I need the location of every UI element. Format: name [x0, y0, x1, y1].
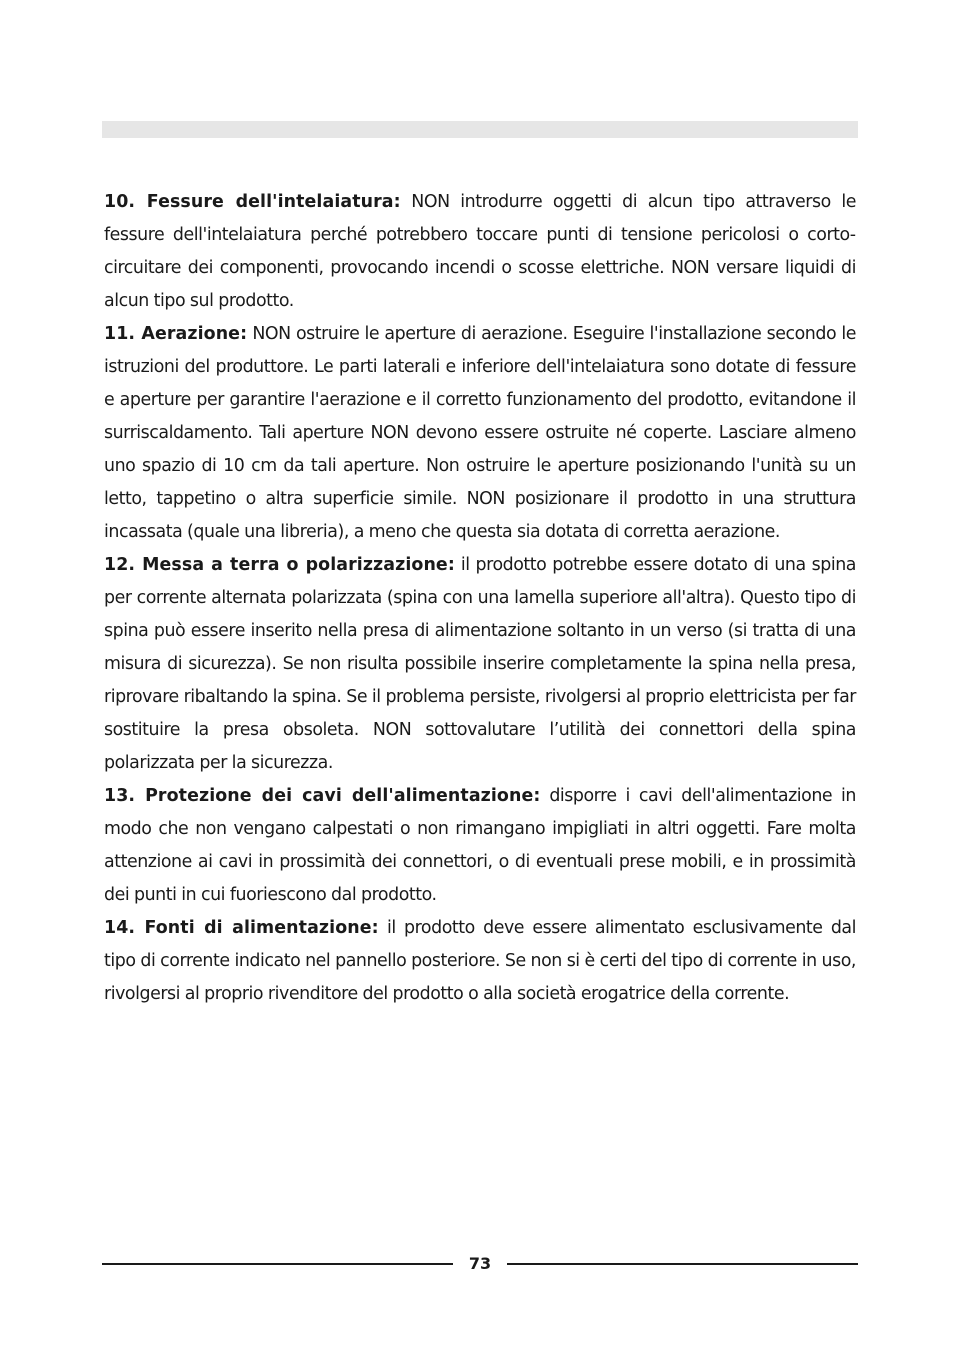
section-text: il prodotto potrebbe essere dotato di una spina per corrente alternata polarizzata (spina con una lamella superiore all'altra). Questo tipo di spina può essere inserito nella presa di alimentazione soltanto in un verso (si tratta di una misura di sicurezza). Se non risulta possibile inserire completamente la spina nella presa, riprovare ribaltando la spina. Se il problema persiste, rivolgersi al proprio elettricista per far sostituire la presa obsoleta. NON sottovalutare l’utilità dei connettori della spina polarizzata per la sicurezza. [104, 555, 857, 773]
section-heading: 13. Protezione dei cavi dell'alimentazione: [104, 786, 541, 806]
page-footer [102, 1250, 858, 1278]
header-bar [102, 121, 858, 138]
section-protezione-cavi [104, 780, 856, 912]
footer-rule-left [102, 1263, 453, 1265]
section-fonti-alimentazione [104, 912, 856, 1011]
section-text: NON ostruire le aperture di aerazione. Eseguire l'installazione secondo le istruzioni del produttore. Le parti laterali e inferiore dell'intelaiatura sono dotate di fessure e aperture per garantire l'aerazione e il corretto funzionamento del prodotto, evitandone il surriscaldamento. Tali aperture NON devono essere ostruite né coperte. Lasciare almeno uno spazio di 10 cm da tali aperture. Non ostruire le aperture posizionando l'unità su un letto, tappetino o altra superficie simile. NON posizionare il prodotto in una struttura incassata (quale una libreria), a meno che questa sia dotata di corretta aerazione. [104, 324, 857, 542]
section-aerazione [104, 318, 856, 549]
section-heading: 12. Messa a terra o polarizzazione: [104, 555, 455, 575]
section-heading: 14. Fonti di alimentazione: [104, 918, 379, 938]
section-messa-a-terra [104, 549, 856, 780]
section-heading: 11. Aerazione: [104, 324, 248, 344]
section-text: disporre i cavi dell'alimentazione in modo che non vengano calpestati o non rimangano impigliati in altri oggetti. Fare molta attenzione ai cavi in prossimità dei connettori, o di eventuali prese mobili, e in prossimità dei punti in cui fuoriescono dal prodotto. [104, 786, 857, 905]
section-text: il prodotto deve essere alimentato esclusivamente dal tipo di corrente indicato nel pannello posteriore. Se non si è certi del tipo di corrente in uso, rivolgersi al proprio rivenditore del prodotto o alla società erogatrice della corrente. [104, 918, 856, 1004]
section-heading: 10. Fessure dell'intelaiatura: [104, 192, 401, 212]
footer-rule-right [507, 1263, 858, 1265]
page-number: 73 [468, 1254, 492, 1273]
section-text: NON introdurre oggetti di alcun tipo attraverso le fessure dell'intelaiatura perché potrebbero toccare punti di tensione pericolosi o cortocircuitare dei componenti, provocando incendi o scosse elettriche. NON versare liquidi di alcun tipo sul prodotto. [104, 192, 856, 311]
document-body [104, 186, 856, 1011]
section-fessure [104, 186, 856, 318]
